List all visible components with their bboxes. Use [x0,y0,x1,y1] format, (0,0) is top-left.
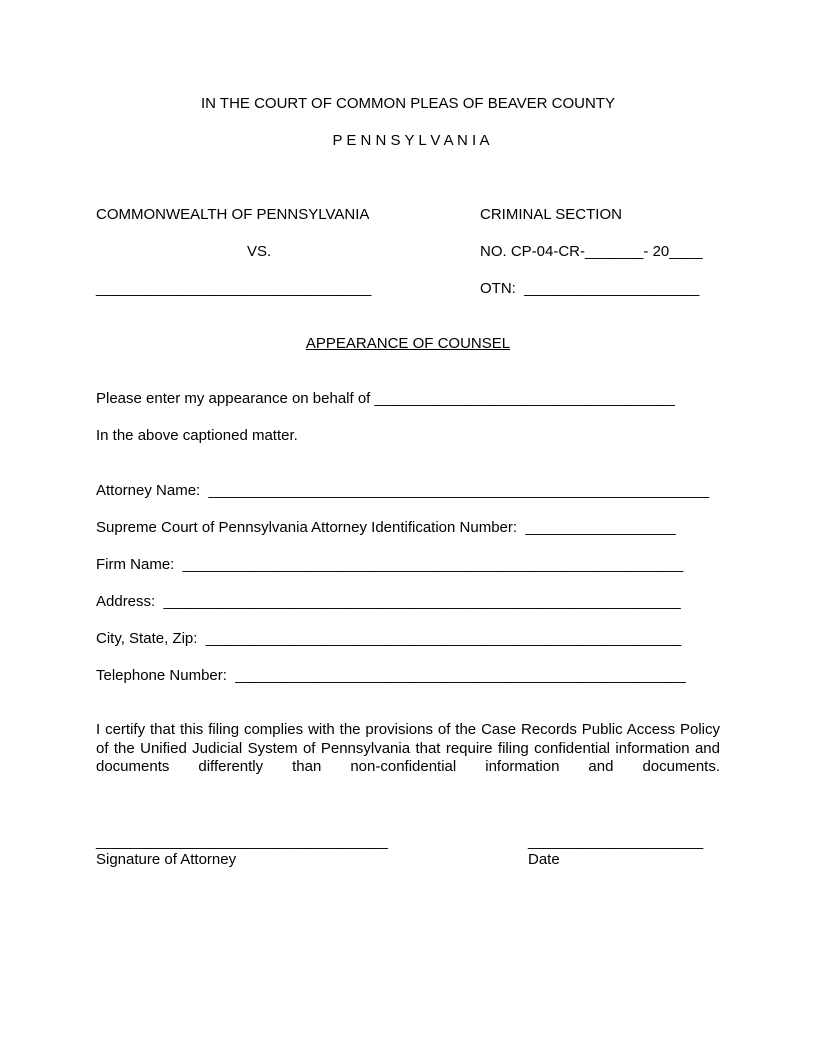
behalf-field[interactable]: Please enter my appearance on behalf of ____________________________________ [96,390,675,407]
state-heading: P E N N S Y L V A N I A [332,132,490,149]
date-line[interactable]: _____________________ [528,833,704,850]
attorney-name-field[interactable]: Attorney Name: ____________________________________________________________ [96,482,710,499]
firm-name-field[interactable]: Firm Name: ____________________________________________________________ [96,556,684,573]
captioned-matter-text: In the above captioned matter. [96,427,298,444]
defendant-line[interactable]: _________________________________ [96,280,372,297]
court-heading: IN THE COURT OF COMMON PLEAS OF BEAVER COUNTY [201,95,615,112]
otn-field[interactable]: OTN: _____________________ [480,280,700,297]
certification-paragraph: I certify that this filing complies with the provisions of the Case Records Public Access Policy of the Unified Judicial System of Pennsylvania that require filing confidential information and documents differently than non-confidential information and documents. [96,721,720,775]
date-label: Date [528,851,560,868]
criminal-section-label: CRIMINAL SECTION [480,206,622,223]
city-state-zip-field[interactable]: City, State, Zip: _________________________________________________________ [96,630,682,647]
signature-line[interactable]: ___________________________________ [96,833,388,850]
plaintiff-name: COMMONWEALTH OF PENNSYLVANIA [96,206,370,223]
case-number[interactable]: NO. CP-04-CR-_______- 20____ [480,243,703,260]
address-field[interactable]: Address: ______________________________________________________________ [96,593,681,610]
versus-label: VS. [247,243,272,260]
telephone-field[interactable]: Telephone Number: ______________________________________________________ [96,667,686,684]
attorney-id-field[interactable]: Supreme Court of Pennsylvania Attorney Identification Number: __________________ [96,519,676,536]
signature-label: Signature of Attorney [96,851,237,868]
document-title: APPEARANCE OF COUNSEL [305,335,511,352]
